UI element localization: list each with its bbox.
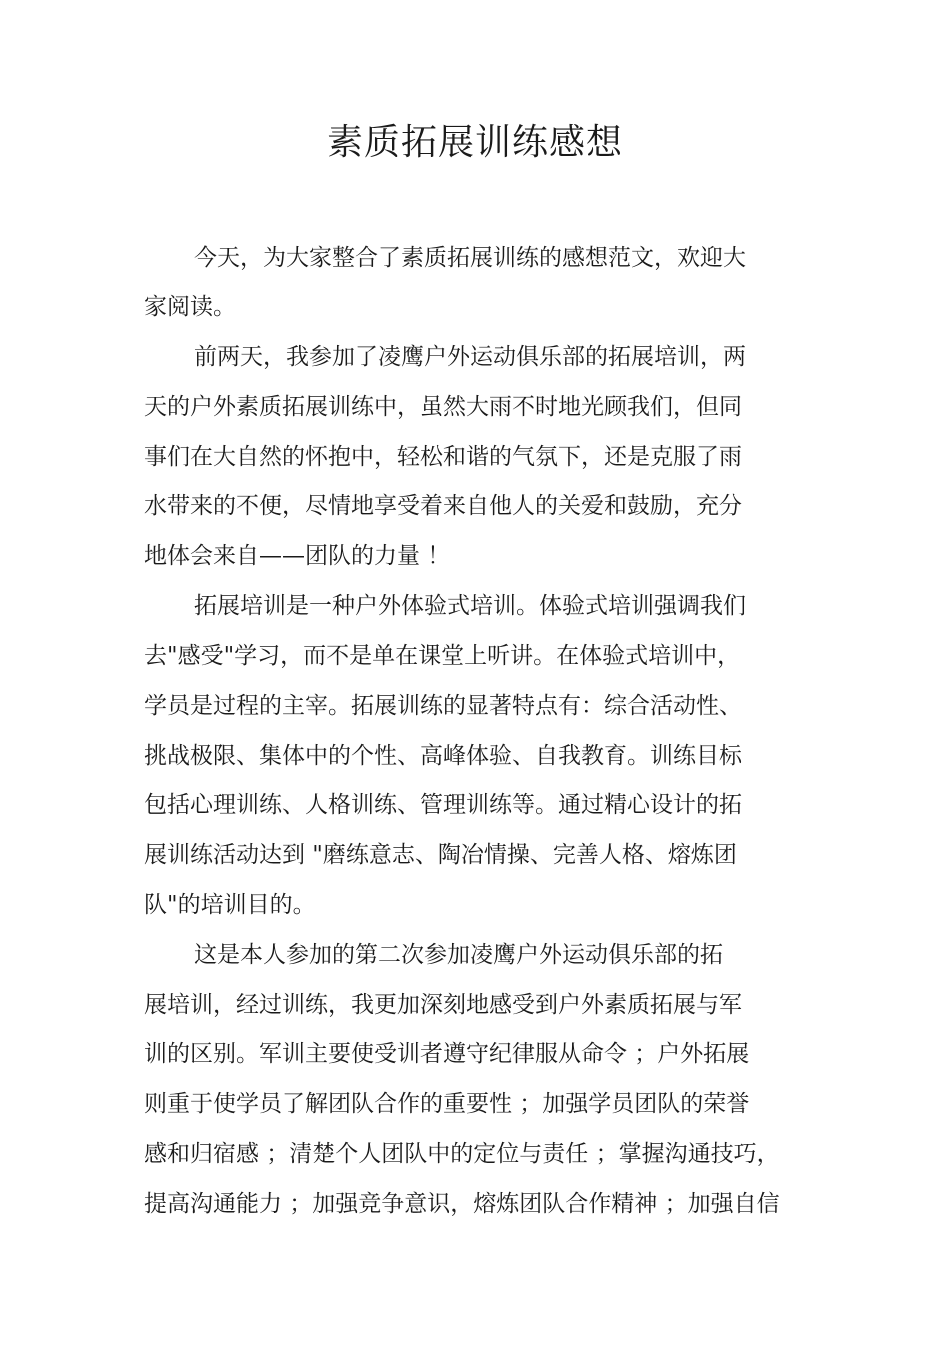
paragraph-line: 拓展培训是一种户外体验式培训。体验式培训强调我们: [194, 593, 746, 619]
paragraph-line: 训的区别。军训主要使受训者遵守纪律服从命令 ；户外拓展: [144, 1041, 750, 1067]
paragraph-line: 这是本人参加的第二次参加凌鹰户外运动俱乐部的拓: [194, 942, 723, 968]
paragraph-line: 展培训，经过训练，我更加深刻地感受到户外素质拓展与军: [144, 992, 742, 1018]
paragraph-line: 感和归宿感 ；清楚个人团队中的定位与责任 ；掌握沟通技巧，: [144, 1141, 780, 1167]
paragraph-line: 家阅读。: [144, 294, 236, 320]
paragraph-line: 展训练活动达到 "磨练意志、陶冶情操、完善人格、熔炼团: [144, 842, 737, 868]
paragraph-line: 天的户外素质拓展训练中，虽然大雨不时地光顾我们，但同: [144, 394, 742, 420]
paragraph-line: 挑战极限、集体中的个性、高峰体验、自我教育。训练目标: [144, 743, 742, 769]
paragraph-line: 去"感受"学习，而不是单在课堂上听讲。在体验式培训中，: [144, 643, 741, 669]
paragraph-line: 前两天，我参加了凌鹰户外运动俱乐部的拓展培训，两: [194, 344, 746, 370]
document-title: 素质拓展训练感想: [326, 122, 623, 163]
paragraph-line: 包括心理训练、人格训练、管理训练等。通过精心设计的拓: [144, 792, 742, 818]
paragraph-line: 学员是过程的主宰。拓展训练的显著特点有：综合活动性、: [144, 693, 742, 719]
paragraph-line: 队"的培训目的。: [144, 892, 316, 918]
paragraph-line: 事们在大自然的怀抱中，轻松和谐的气氛下，还是克服了雨: [144, 444, 742, 470]
paragraph-line: 提高沟通能力 ；加强竞争意识，熔炼团队合作精神 ；加强自信: [144, 1191, 780, 1217]
paragraph-line: 地体会来自——团队的力量 ！: [144, 543, 451, 569]
paragraph-line: 今天，为大家整合了素质拓展训练的感想范文，欢迎大: [194, 245, 746, 271]
paragraph-line: 则重于使学员了解团队合作的重要性 ；加强学员团队的荣誉: [144, 1091, 750, 1117]
paragraph-line: 水带来的不便，尽情地享受着来自他人的关爱和鼓励，充分: [144, 493, 742, 519]
